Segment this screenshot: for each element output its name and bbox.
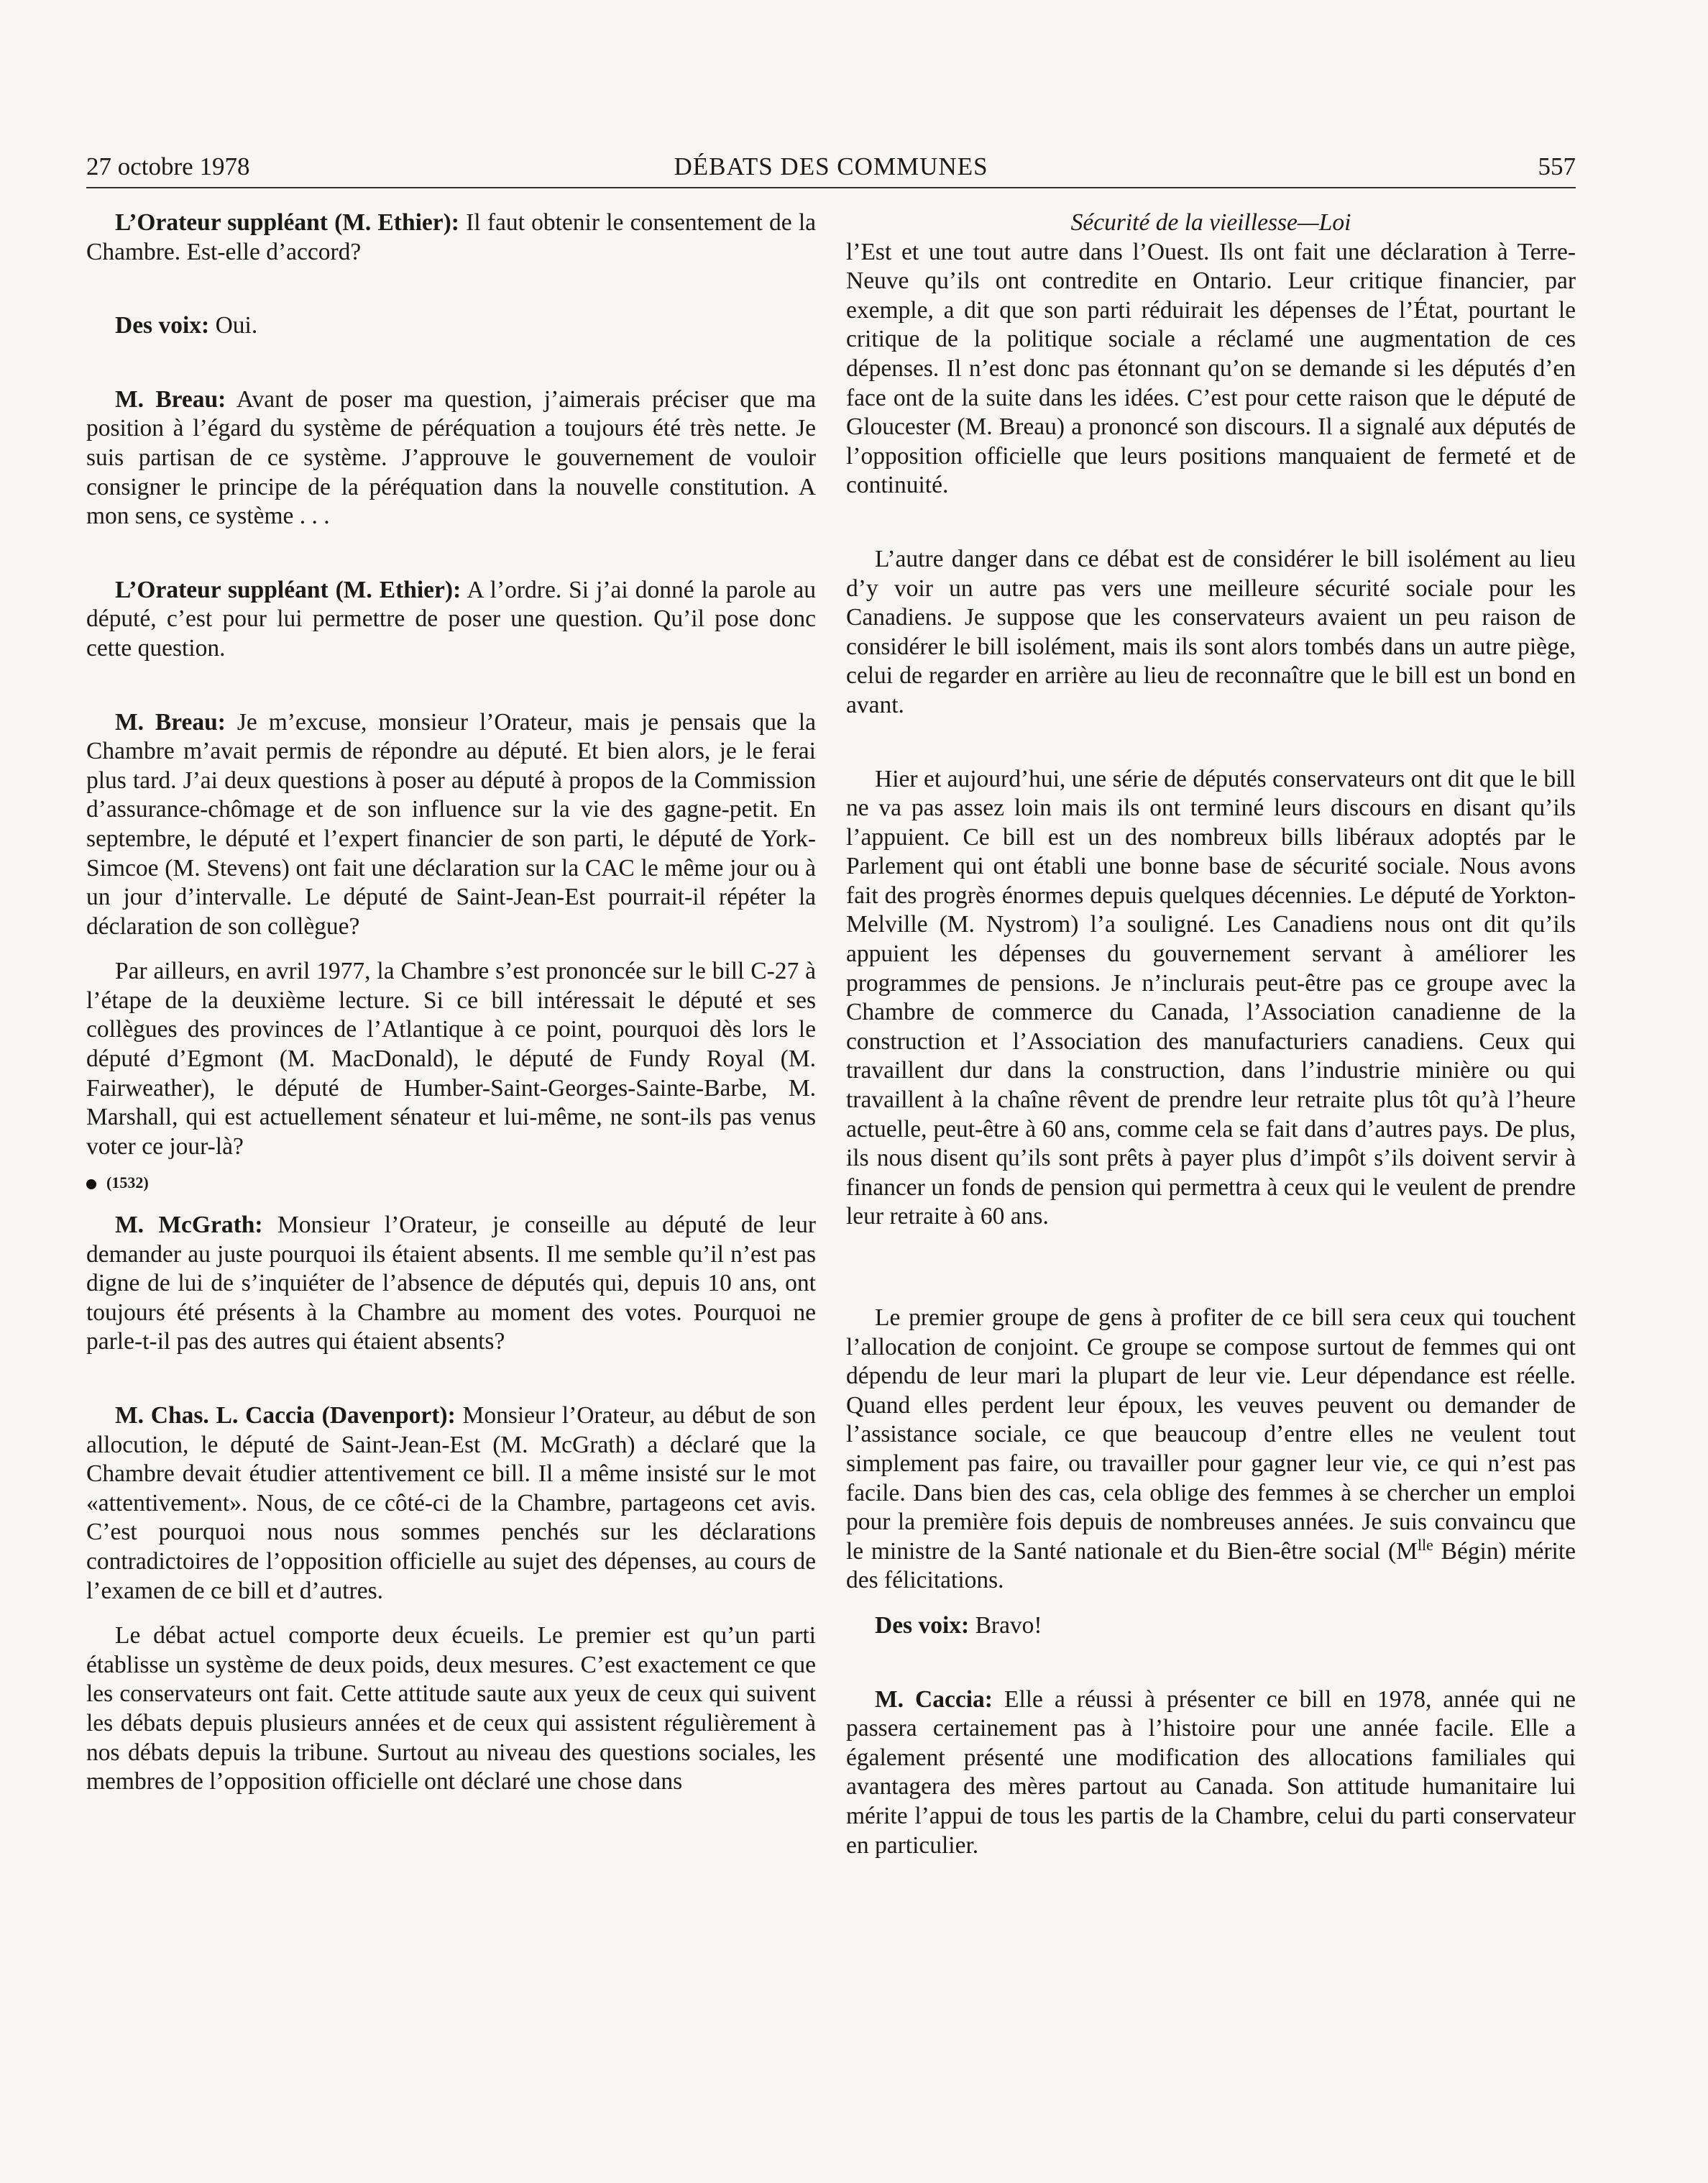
page-header xyxy=(86,152,1576,188)
paragraph: Hier et aujourd’hui, une série de députés conservateurs ont dit que le bill ne va pas assez loin mais ils ont terminé leurs discours en disant qu’ils l’appuient. Ce bill est un des nombreux bills libéraux adoptés par le Parlement qui ont établi une bonne base de sécurité sociale. Nous avons fait des progrès énormes depuis quelques décennies. Le député de Yorkton-Melville (M. Nystrom) l’a souligné. Les Canadiens nous ont dit qu’ils appuient les dépenses du gouvernement servant à améliorer les programmes de pensions. Je n’inclurais peut-être pas ce groupe avec la Chambre de commerce du Canada, l’Association canadienne de la construction et l’Association des manufacturiers canadiens. Ceux qui travaillent dur dans la construction, dans l’industrie minière ou qui travaillent à la chaîne rêvent de prendre leur retraite plus tôt qu’à l’heure actuelle, peut-être à 60 ans, comme cela se fait dans d’autres pays. De plus, ils nous disent qu’ils sont prêts à payer plus d’impôt s’ils doivent servir à financer un fonds de pension qui permettra à ceux qui le veulent de prendre leur retraite à 60 ans. xyxy=(846,765,1576,1230)
paragraph: l’Est et une tout autre dans l’Ouest. Ils ont fait une déclaration à Terre-Neuve qu’ils ont contredite en Ontario. Leur critique financier, par exemple, a dit que son parti réduirait les dépenses de l’État, pourtant le critique de la politique sociale a réclamé une augmentation de ces dépenses. Il n’est donc pas étonnant qu’on se demande si les députés d’en face ont de la suite dans les idées. C’est pour cette raison que le député de Gloucester (M. Breau) a prononcé son discours. Il a signalé aux députés de l’opposition officielle que leurs positions manquaient de fermeté et de continuité. xyxy=(846,238,1576,499)
paragraph: Des voix: Bravo! xyxy=(875,1611,1042,1639)
speaker: Des voix: xyxy=(115,312,210,339)
page-number: 557 xyxy=(1538,152,1576,180)
paragraph: M. Chas. L. Caccia (Davenport): Monsieur l’Orateur, au début de son allocution, le député de Saint-Jean-Est (M. McGrath) a déclaré que la Chambre devait étudier attentivement ce bill. Il a même insisté sur le mot «attentivement». Nous, de ce côté-ci de la Chambre, partageons cet avis. C’est pourquoi nous nous sommes penchés sur les déclarations contradictoires de l’opposition officielle au sujet des dépenses, au cours de l’examen de ce bill et d’autres. xyxy=(86,1402,816,1604)
right-column xyxy=(846,209,1576,1860)
paragraph: Des voix: Oui. xyxy=(115,312,258,339)
paragraph: M. McGrath: Monsieur l’Orateur, je conseille au député de leur demander au juste pourquoi ils étaient absents. Il me semble qu’il n’est pas digne de lui de s’inquiéter de l’absence de députés qui, depuis 10 ans, ont toujours été présents à la Chambre au moment des votes. Pourquoi ne parle-t-il pas des autres qui étaient absents? xyxy=(86,1212,816,1355)
speaker: M. Breau: xyxy=(115,708,226,736)
paragraph: L’autre danger dans ce débat est de considérer le bill isolément au lieu d’y voir un autre pas vers une meilleure sécurité sociale pour les Canadiens. Je suppose que les conservateurs avaient un peu raison de considérer le bill isolément, mais ils sont alors tombés dans un autre piège, celui de regarder en arrière au lieu de reconnaître que le bill est un bond en avant. xyxy=(846,545,1576,718)
paragraph: M. Breau: Avant de poser ma question, j’aimerais préciser que ma position à l’égard du système de péréquation a toujours été très nette. Je suis partisan de ce système. J’approuve le gouvernement de vouloir consigner le principe de la péréquation dans la nouvelle constitution. A mon sens, ce système . . . xyxy=(86,385,816,530)
header-date: 27 octobre 1978 xyxy=(86,152,250,180)
paragraph: Le débat actuel comporte deux écueils. Le premier est qu’un parti établisse un système de deux poids, deux mesures. C’est exactement ce que les conservateurs ont fait. Cette attitude saute aux yeux de ceux qui suivent les débats depuis plusieurs années et de ceux qui assistent régulièrement à nos débats depuis la tribune. Surtout au niveau des questions sociales, les membres de l’opposition officielle ont déclaré une chose dans xyxy=(86,1622,816,1795)
paragraph: L’Orateur suppléant (M. Ethier): A l’ordre. Si j’ai donné la parole au député, c’est pour lui permettre de poser une question. Qu’il pose donc cette question. xyxy=(86,576,816,662)
header-title: DÉBATS DES COMMUNES xyxy=(674,152,988,180)
bullet-icon xyxy=(86,1179,96,1189)
speaker: L’Orateur suppléant (M. Ethier): xyxy=(115,576,462,603)
paragraph: Par ailleurs, en avril 1977, la Chambre s’est prononcée sur le bill C-27 à l’étape de la deuxième lecture. Si ce bill intéressait le député et ses collègues des provinces de l’Atlantique à ce point, pourquoi dès lors le député d’Egmont (M. MacDonald), le député de Fundy Royal (M. Fairweather), le député de Humber-Saint-Georges-Sainte-Barbe, M. Marshall, qui est actuellement sénateur et lui-même, ne sont-ils pas venus voter ce jour-là? xyxy=(86,958,816,1160)
paragraph: M. Caccia: Elle a réussi à présenter ce bill en 1978, année qui ne passera certainement pas à l’histoire pour une année facile. Elle a également présenté une modification des allocations familiales qui avantagera des mères partout au Canada. Son attitude humanitaire lui mérite l’appui de tous les partis de la Chambre, celui du parti conservateur en particulier. xyxy=(846,1685,1576,1859)
speaker: M. Chas. L. Caccia (Davenport): xyxy=(115,1402,456,1429)
paragraph: L’Orateur suppléant (M. Ethier): Il faut obtenir le consentement de la Chambre. Est-elle d’accord? xyxy=(86,209,816,265)
speaker: M. Caccia: xyxy=(875,1685,993,1713)
section-rubric: Sécurité de la vieillesse—Loi xyxy=(1070,209,1351,236)
speaker: M. McGrath: xyxy=(115,1212,263,1239)
time-marker: (1532) xyxy=(86,1168,816,1198)
speaker: L’Orateur suppléant (M. Ethier): xyxy=(115,209,459,236)
speaker: Des voix: xyxy=(875,1611,970,1639)
paragraph: Le premier groupe de gens à profiter de ce bill sera ceux qui touchent l’allocation de conjoint. Ce groupe se compose surtout de femmes qui ont dépendu de leur mari la plupart de leur vie. Leur dépendance est réelle. Quand elles perdent leur époux, les veuves peuvent ou demander de l’assistance sociale, ce que beaucoup d’entre elles ne veulent tout simplement pas faire, ou travailler pour gagner leur vie, ce qui n’est pas facile. Dans bien des cas, cela oblige des femmes à se chercher un emploi pour la première fois depuis de nombreuses années. Je suis convaincu que le ministre de la Santé nationale et du Bien-être social ($M^{lle}$ Bégin) mérite des félicitations. xyxy=(846,1304,1576,1594)
paragraph: M. Breau: Je m’excuse, monsieur l’Orateur, mais je pensais que la Chambre m’avait permis de répondre au député. Et bien alors, je le ferai plus tard. J’ai deux questions à poser au député à propos de la Commission d’assurance-chômage et de son influence sur la vie des gagne-petit. En septembre, le député et l’expert financier de son parti, le député de York-Simcoe (M. Stevens) ont fait une déclaration sur la CAC le même jour ou à un jour d’intervalle. Le député de Saint-Jean-Est pourrait-il répéter la déclaration de son collègue? xyxy=(86,708,816,940)
speaker: M. Breau: xyxy=(115,385,226,413)
left-column xyxy=(86,209,816,1797)
